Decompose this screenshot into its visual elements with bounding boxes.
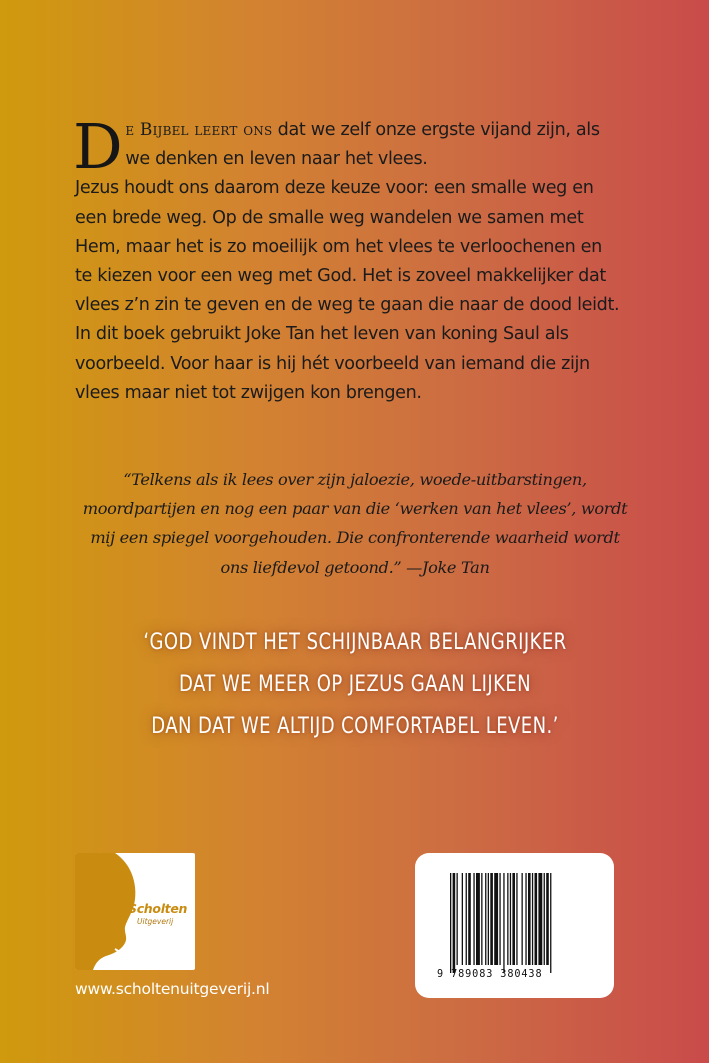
barcode-bar xyxy=(535,873,538,965)
pull-quote xyxy=(125,622,584,748)
publisher-logo-name: Scholten xyxy=(128,901,188,916)
barcode-bar xyxy=(512,873,515,965)
blurb-paragraph-2: Jezus houdt ons daarom deze keuze voor: een smalle weg en een brede weg. Op de smalle weg wandelen we samen met Hem, maar het is zo moeilijk om het vlees te verloochenen en te kiezen voor een weg met God. Het is zoveel makkelijker dat vlees z’n zin te geven en de weg te gaan die naar de dood leidt. xyxy=(75,178,620,316)
blurb-lead-smallcaps: e Bijbel leert ons xyxy=(125,120,273,140)
pull-quote-line-3: DAN DAT WE ALTIJD COMFORTABEL LEVEN.’ xyxy=(151,714,559,739)
barcode-bar xyxy=(468,873,471,965)
barcode-bar xyxy=(503,873,504,973)
publisher-logo xyxy=(75,853,195,970)
barcode-bar xyxy=(450,873,451,973)
blurb-paragraph-3: In dit boek gebruikt Joke Tan het leven van koning Saul als voorbeeld. Voor haar is hij hét voorbeeld van iemand die zijn vlees maar niet tot zwijgen kon brengen. xyxy=(75,324,590,403)
barcode-bar xyxy=(490,873,493,965)
barcode-bar xyxy=(462,873,463,965)
barcode-bar xyxy=(538,873,542,965)
barcode-bar xyxy=(525,873,526,965)
barcode-bar xyxy=(522,873,523,965)
barcode-bar xyxy=(510,873,511,965)
barcode-bar xyxy=(473,873,474,965)
barcode-bar xyxy=(476,873,480,965)
barcode-bar xyxy=(499,873,500,965)
barcode-bar xyxy=(466,873,467,965)
pull-quote-line-1: ‘GOD VINDT HET SCHIJNBAAR BELANGRIJKER xyxy=(143,630,567,655)
barcode-bar xyxy=(488,873,489,965)
barcode-bar xyxy=(485,873,486,965)
publisher-website[interactable]: www.scholtenuitgeverij.nl xyxy=(75,980,270,998)
barcode-bar xyxy=(532,873,533,965)
barcode-bar xyxy=(453,873,456,973)
barcode-bar xyxy=(528,873,531,965)
blurb-paragraph-1 xyxy=(73,110,620,183)
barcode-bar xyxy=(544,873,545,965)
author-quote-attribution: —Joke Tan xyxy=(401,557,490,577)
author-quote-text: “Telkens als ik lees over zijn jaloezie, woede-uitbarstingen, moordpartijen en nog een paar van die ‘werken van het vlees’, wordt mij een spiegel voorgehouden. Die confronterende waarheid wordt ons liefdevol getoond.” xyxy=(82,470,628,577)
barcode-bar xyxy=(457,873,458,965)
blurb-paragraph-1-text: dat we zelf onze ergste vijand zijn, als we denken en leven naar het vlees. xyxy=(125,120,600,170)
back-cover-blurb xyxy=(73,110,620,408)
pull-quote-line-2: DAT WE MEER OP JEZUS GAAN LIJKEN xyxy=(178,672,532,697)
barcode-bar xyxy=(481,873,482,965)
publisher-logo-sub: Uitgeverij xyxy=(137,917,174,926)
barcode-bar xyxy=(546,873,549,965)
drop-cap: D xyxy=(73,110,123,183)
author-quote xyxy=(80,465,630,582)
barcode-bar xyxy=(494,873,498,965)
barcode-bar xyxy=(516,873,517,965)
barcode-bar xyxy=(550,873,551,973)
barcode-bar xyxy=(507,873,508,965)
isbn-digits: 9 789083 380438 xyxy=(437,969,543,980)
